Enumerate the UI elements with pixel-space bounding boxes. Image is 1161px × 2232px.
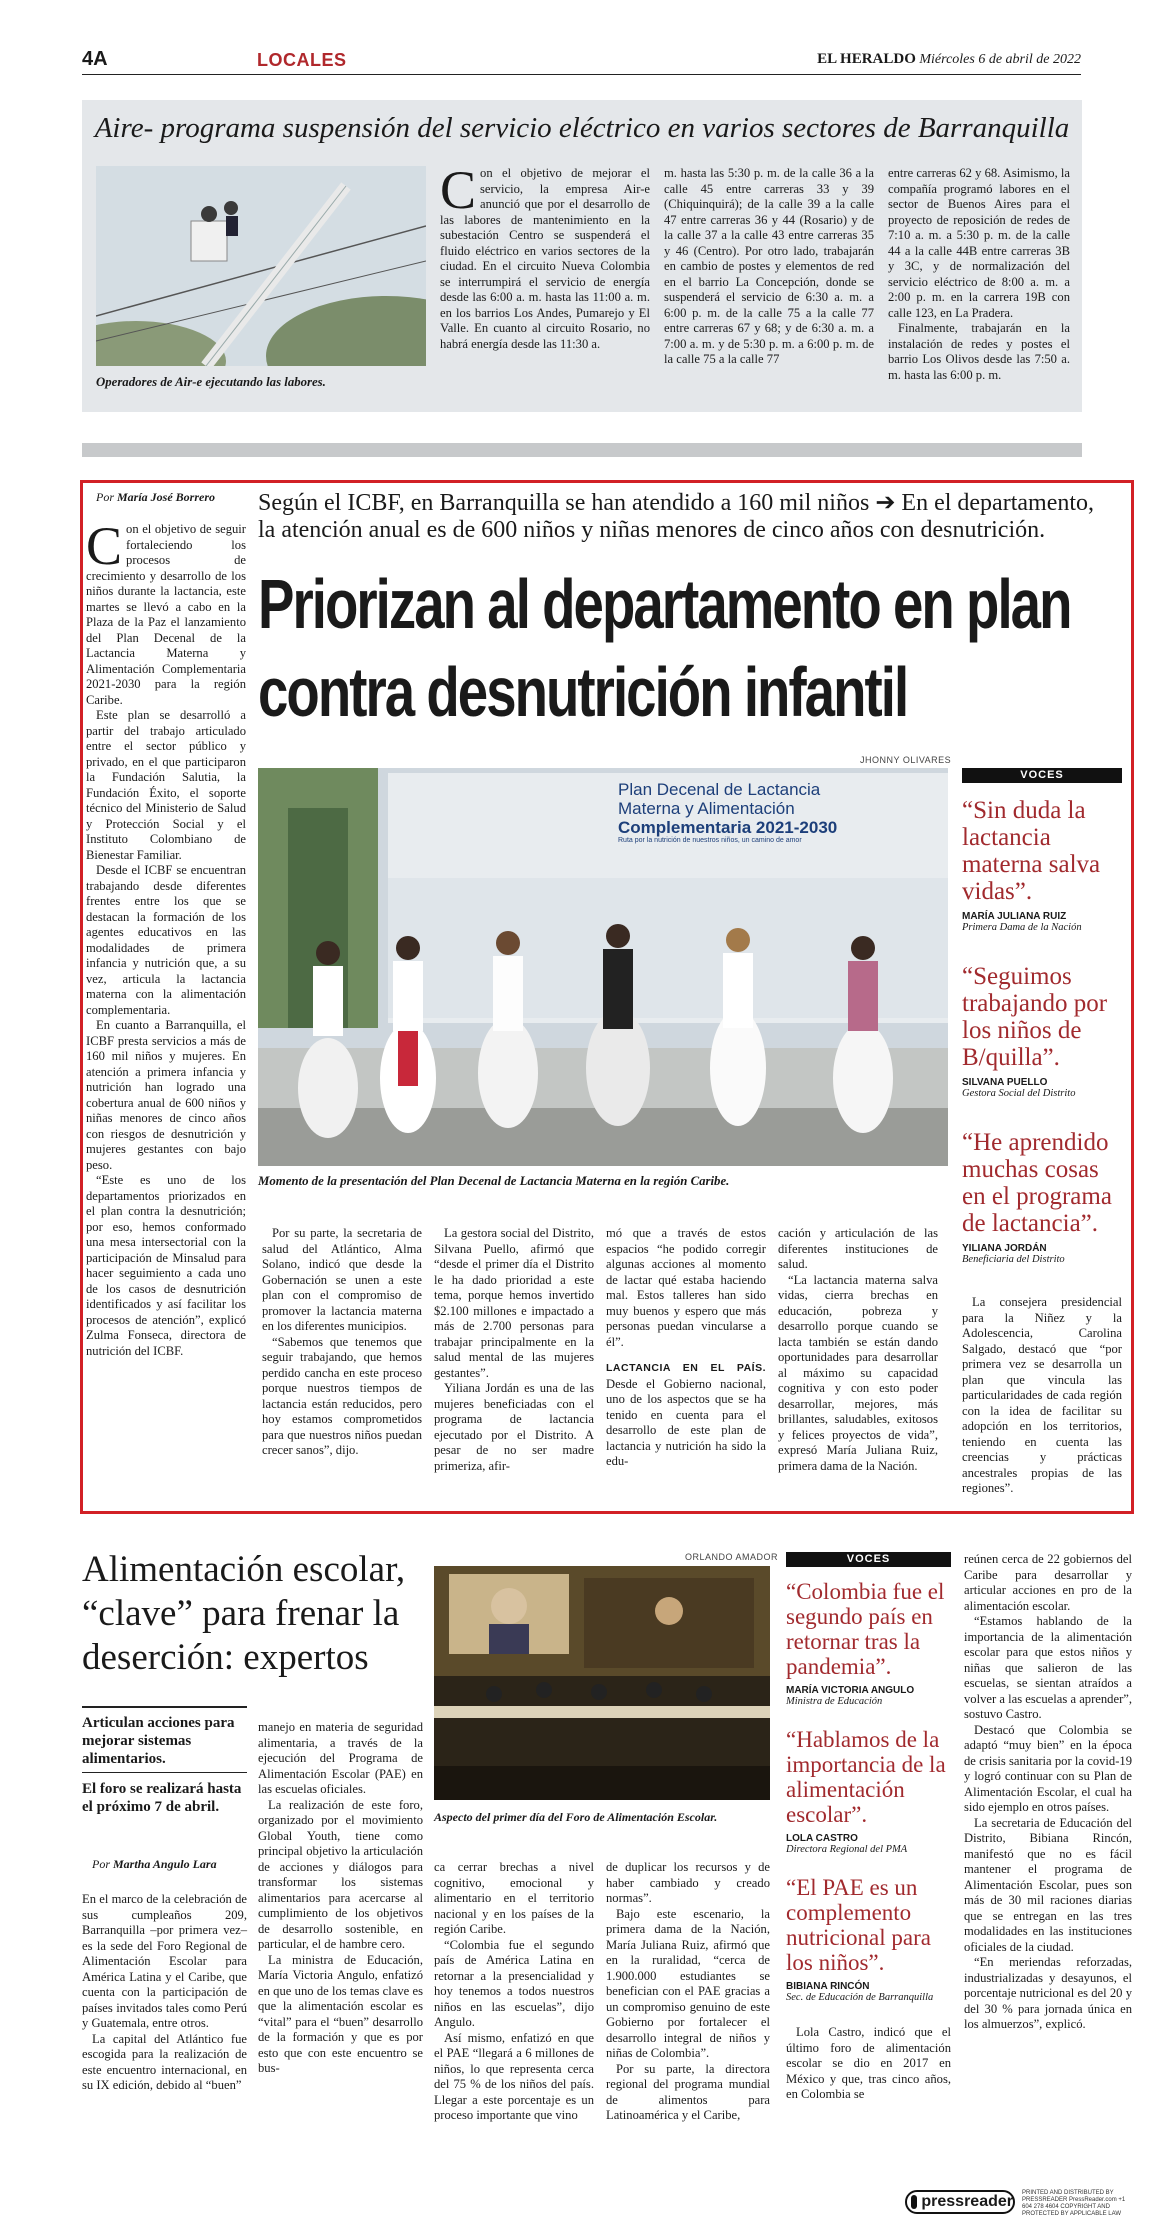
main-text: Desde el Gobierno nacional, uno de los aspectos que se ha tenido en cuenta para el desarrollo de este plan de lactancia y nutrición ha sido la edu-: [606, 1376, 766, 1468]
bottom-col1: [82, 1892, 247, 2094]
bottom-caption: Aspecto del primer día del Foro de Alimentación Escolar.: [434, 1810, 718, 1824]
bottom-text: Así mismo, enfatizó en que el PAE “llegará a 6 millones de niños, lo que representa cerca del 75 % de los niños del país. Llegar a este porcentaje es un proceso importante que vino: [434, 2030, 594, 2122]
separator-band: [82, 443, 1082, 457]
top-story-text: entre carreras 62 y 68. Asimismo, la compañía programó labores en el sector de Buenos Aires para el proyecto de reposición de redes de 7:10 a. m. a 5:30 p. m. de la calle 44 a la calle 44B entre carreras 3B y 3C, y de normalización del servicio eléctrico de 8:00 a. m. a 2:00 p. m. en la carrera 19B con calle 123, en La Pradera.: [888, 166, 1070, 320]
kicker-rule: [82, 1706, 247, 1708]
bottom-text: reúnen cerca de 22 gobiernos del Caribe para desarrollar y articular acciones en pro de la alimentación escolar.: [964, 1552, 1132, 1613]
top-story-col1: [440, 160, 650, 352]
quote-name: MARÍA VICTORIA ANGULO: [786, 1685, 915, 1696]
pull-quote: “Seguimos trabajando por los niños de B/quilla”.: [962, 963, 1108, 1071]
main-byline: [96, 490, 246, 505]
main-col-b4: [778, 1226, 938, 1474]
quote-role: Beneficiaria del Distrito: [962, 1254, 1065, 1265]
main-text: Yiliana Jordán es una de las mujeres beneficiadas con el programa de lactancia ejecutado por el Distrito. A pesar de no ser madre primeriza, afir-: [434, 1381, 594, 1473]
quote-role: Gestora Social del Distrito: [962, 1088, 1076, 1099]
main-col-b1: [262, 1226, 422, 1459]
bottom-col2: [258, 1720, 423, 2077]
main-text: Por su parte, la secretaria de salud del Atlántico, Alma Solano, indicó que desde la Gobernación se unen a este plan con el compromiso de promover la lactancia materna en los diferentes municipios.: [262, 1226, 422, 1333]
main-col-b3: [606, 1226, 766, 1470]
main-photo: [258, 768, 948, 1166]
bottom-col5: [786, 2025, 951, 2103]
bottom-headline: Alimentación escolar, “clave” para frenar la deserción: expertos: [82, 1549, 406, 1678]
main-text: cación y articulación de las diferentes instituciones de salud.: [778, 1226, 938, 1271]
main-caption: Momento de la presentación del Plan Decenal de Lactancia Materna en la región Caribe.: [258, 1174, 730, 1188]
bottom-kicker2: El foro se realizará hasta el próximo 7 de abril.: [82, 1781, 242, 1815]
quote-block: [962, 797, 1122, 933]
paper-name: EL HERALDO: [817, 51, 916, 67]
quote-name: YILIANA JORDÁN: [962, 1243, 1047, 1254]
main-voces-sidebar: [962, 768, 1122, 1497]
top-story-photo: [96, 166, 426, 366]
top-story-text: on el objetivo de mejorar el servicio, la empresa Air-e anunció que por el desarrollo de las labores de mantenimiento en la subestación Centro se suspenderá el fluido eléctrico en varios sectores de la ciudad. En el circuito Nueva Colombia se interrumpirá el servicio de energía desde las 6:00 a. m. hasta las 11:00 a. m. en los barrios Los Andes, Pumarejo y El Valle. En cuanto al circuito Rosario, no habrá energía desde las 11:30 a.: [440, 166, 650, 351]
bottom-text: Lola Castro, indicó que el último foro de alimentación escolar se dio en 2017 en México y que, tras cinco años, en Colombia se: [786, 2025, 951, 2101]
byline-name: María José Borrero: [117, 490, 216, 504]
main-deck: [258, 490, 1098, 544]
pull-quote: “He aprendido muchas cosas en el programa de lactancia”.: [962, 1129, 1112, 1237]
bottom-text: Por su parte, la directora regional del programa mundial de alimentos para Latinoamérica y el Caribe,: [606, 2061, 770, 2122]
bottom-text: “Estamos hablando de la importancia de la alimentación escolar para que estos niños y niñas que salieron de las escuelas, se sientan atraídos a volver a las escuelas a aprender”, sostuvo Castro.: [964, 1614, 1132, 1721]
main-text: Este plan se desarrolló a partir del trabajo articulado entre el sector público y privado, en el que participaron la Fundación Salutia, la Fundación Éxito, el soporte técnico del Ministerio de Salud y Protección Social y el Instituto Colombiano de Bienestar Familiar.: [86, 708, 246, 862]
top-story-title: Aire- programa suspensión del servicio eléctrico en varios sectores de Barranquilla: [94, 112, 1070, 144]
bottom-text: En el marco de la celebración de sus cumpleaños 209, Barranquilla –por primera vez– es la sede del Foro Regional de Alimentación Escolar para América Latina y el Caribe, que cuenta con la participación de países invitados tales como Perú y Guatemala, entre otros.: [82, 1892, 247, 2030]
bottom-voces-sidebar: [786, 1552, 951, 2103]
quote-name: MARÍA JULIANA RUIZ: [962, 911, 1067, 922]
bottom-col4: [606, 1860, 770, 2124]
bottom-text: La realización de este foro, organizado por el movimiento Global Youth, tiene como principal objetivo la articulación de acciones y diálogos para transformar los sistemas alimentarios para acercarse al cumplimiento de los objetivos de desarrollo sostenible, en particular, el de hambre cero.: [258, 1797, 423, 1951]
quote-block: [786, 1579, 951, 1707]
quote-block: [786, 1875, 951, 2003]
bottom-photo: [434, 1566, 770, 1800]
subhead: LACTANCIA EN EL PAÍS.: [606, 1362, 766, 1374]
arrow-icon: ➔: [875, 490, 896, 516]
bottom-text: La secretaria de Educación del Distrito, Bibiana Rincón, manifestó que no es fácil mantener el programa de Alimentación Escolar, pues son más de 30 mil raciones diarias que se entregan en las tres modalidades en las instituciones oficiales de la ciudad.: [964, 1815, 1132, 1954]
dropcap: C: [440, 160, 477, 220]
quote-role: Directora Regional del PMA: [786, 1844, 908, 1855]
bottom-text: manejo en materia de seguridad alimentaria, a través de la ejecución del Programa de Alimentación Escolar (PAE) en las escuelas oficiales.: [258, 1720, 423, 1796]
bottom-text: “En meriendas reforzadas, industrializadas y desayunos, el porcentaje nutricional es del 20 y del 30 % para jornada única en los almuerzos”, explicó.: [964, 1955, 1132, 2031]
top-story-text: Finalmente, trabajarán en la instalación de redes y postes el barrio Los Olivos desde las 7:50 a. m. hasta las 6:00 p. m.: [888, 321, 1070, 382]
bottom-text: Bajo este escenario, la primera dama de la Nación, María Juliana Ruiz, afirmó que en la ruralidad, “cerca de 1.900.000 estudiantes se benefician con el PAE gracias a un compromiso genuino de este Gobierno por fortalecer el desarrollo integral de niños y niñas de Colombia”.: [606, 1906, 770, 2060]
banner-line3: Complementaria 2021-2030: [618, 818, 838, 837]
voces-header: VOCES: [786, 1552, 951, 1567]
footer-fine-print: PRINTED AND DISTRIBUTED BY PRESSREADER PressReader.com +1 604 278 4604 COPYRIGHT AND PROTECTED BY APPLICABLE LAW: [1022, 2190, 1126, 2217]
main-text: En cuanto a Barranquilla, el ICBF presta servicios a más de 160 mil niños y mujeres. En atención a primera infancia y nutrición han logrado una cobertura anual de 600 niños y niñas menores de cinco años con riesgos de desnutrición y mujeres gestantes con bajo peso.: [86, 1018, 246, 1172]
top-story-box: [82, 100, 1082, 412]
quote-block: [786, 1727, 951, 1855]
masthead-right: [817, 51, 1081, 68]
top-story-caption: Operadores de Air-e ejecutando las labores.: [96, 375, 326, 389]
bottom-text: “Colombia fue el segundo país de América Latina en retornar a la presencialidad y hoy tenemos a todos nuestros niños en las escuelas”, dijo Angulo.: [434, 1937, 594, 2029]
bottom-byline: [92, 1857, 252, 1872]
main-text: “Este es uno de los departamentos priorizados en el plan contra la desnutrición; por eso, hemos conformado una mesa intersectorial con la participación de Minsalud para hacer seguimiento a cada uno de los casos de desnutrición identificados y así facilitar los procesos de atención”, explicó Zulma Fonseca, directora de nutrición del ICBF.: [86, 1173, 246, 1358]
quote-block: [962, 1129, 1122, 1265]
top-story-col3: [888, 166, 1070, 383]
pull-quote: “Colombia fue el segundo país en retornar tras la pandemia”.: [786, 1579, 945, 1679]
page-number: 4A: [82, 48, 108, 70]
banner-small: Ruta por la nutrición de nuestros niños, un camino de amor: [618, 837, 802, 844]
pressreader-icon: [911, 2195, 917, 2209]
deck-part2: En el departamento, la atención anual es de 600 niños y niñas menores de cinco años con desnutrición.: [258, 490, 1095, 543]
quote-name: BIBIANA RINCÓN: [786, 1981, 870, 1992]
pull-quote: “El PAE es un complemento nutricional para los niños”.: [786, 1875, 931, 1975]
bottom-col3: [434, 1860, 594, 2124]
pull-quote: “Hablamos de la importancia de la alimentación escolar”.: [786, 1727, 946, 1827]
bottom-text: Destacó que Colombia se adaptó “muy bien” en la época de crisis sanitaria por la covid-19 y logró continuar con su Plan de Alimentación Escolar, el cual ha sido ejemplo en otros países.: [964, 1722, 1132, 1814]
pressreader-logo[interactable]: [905, 2190, 1015, 2214]
issue-date: Miércoles 6 de abril de 2022: [919, 52, 1081, 67]
top-story-text: m. hasta las 5:30 p. m. de la calle 36 a la calle 45 entre carreras 33 y 39 (Chiquinquirá); de la calle 39 a la calle 47 entre carreras 36 y 44 (Rosario) y de la calle 37 a la calle 43 entre carreras 35 y 46 (Centro). Por otro lado, trabajarán en cambio de postes y elementos de red en el barrio La Concepción, donde se suspenderá el servicio de 6:30 a. m. a 6:00 p. m. de la calle 75 a la calle 77 entre carreras 67 y 68; y de 6:30 a. m. a 7:00 a. m. y de 5:30 p. m. a 6:00 p. m. de la calle 75 a la calle 77: [664, 166, 874, 366]
main-text: “La lactancia materna salva vidas, cierra brechas en educación, pobreza y desarrollo porque cuando se lacta también se están dando oportunidades para desarrollar al máximo su capacidad cognitiva y con esto poder desarrollar, mejores, más brillantes, saludables, exitosos y felices proyectos de vida”, expresó María Juliana Ruiz, primera dama de la Nación.: [778, 1272, 938, 1473]
main-photo-credit: JHONNY OLIVARES: [860, 755, 952, 765]
bottom-photo-credit: ORLANDO AMADOR: [685, 1552, 779, 1562]
quote-block: [962, 963, 1122, 1099]
bottom-text: de duplicar los recursos y de haber cambiado y creado normas”.: [606, 1860, 770, 1905]
bottom-col6: [964, 1552, 1132, 2033]
kicker-rule: [82, 1772, 247, 1773]
main-text: mó que a través de estos espacios “he podido corregir algunas acciones al momento de lactar qué estaba haciendo mal. Estos talleres han sido muy buenos y espero que más personas puedan vincularse a él”.: [606, 1226, 766, 1349]
photo-banner: [618, 780, 918, 844]
dropcap: C: [86, 516, 123, 576]
pull-quote: “Sin duda la lactancia materna salva vidas”.: [962, 797, 1101, 905]
banner-line1: Plan Decenal de Lactancia: [618, 780, 821, 799]
main-text: on el objetivo de seguir fortaleciendo los procesos de crecimiento y desarrollo de los niños durante la lactancia, este martes se llevó a cabo en la Plaza de la Paz el lanzamiento del Plan Decenal de la Lactancia Materna y Alimentación Complementaria 2021-2030 para la región Caribe.: [86, 522, 246, 707]
quote-role: Primera Dama de la Nación: [962, 922, 1082, 933]
quote-name: SILVANA PUELLO: [962, 1077, 1048, 1088]
main-text: Desde el ICBF se encuentran trabajando desde diferentes frentes entre los que se destacan la formación de los agentes educativos en las modalidades de primera infancia y nutrición que, a su vez, articula la lactancia materna con la alimentación complementaria.: [86, 863, 246, 1017]
main-text: La gestora social del Distrito, Silvana Puello, afirmó que “desde el primer día el Distrito le ha dado prioridad a este tema, porque hemos invertido $2.100 millones e impactado a más de 2.700 personas para trabajar principalmente en la salud mental de las mujeres gestantes”.: [434, 1226, 594, 1380]
byline-prefix: Por: [96, 490, 114, 504]
main-left-column: [86, 516, 246, 1359]
bottom-text: ca cerrar brechas a nivel cognitivo, emocional y alimentario en el territorio nacional y en los países de la región Caribe.: [434, 1860, 594, 1936]
bottom-text: La capital del Atlántico fue escogida para la realización de este encuentro internacional, en su IX edición, debido al “buen”: [82, 2031, 247, 2092]
masthead-rule: [82, 74, 1081, 75]
top-story-col2: [664, 166, 874, 368]
pressreader-label: pressreader: [921, 2193, 1013, 2210]
voces-header: VOCES: [962, 768, 1122, 783]
byline-name: Martha Angulo Lara: [113, 1857, 217, 1871]
masthead: [82, 48, 1081, 74]
quote-role: Sec. de Educación de Barranquilla: [786, 1992, 934, 2003]
bottom-kicker1: Articulan acciones para mejorar sistemas alimentarios.: [82, 1715, 235, 1767]
main-col-b5: [962, 1295, 1122, 1497]
main-headline: Priorizan al departamento en plan contra desnutrición infantil: [258, 565, 1071, 731]
main-text: “Sabemos que tenemos que seguir trabajando, que hemos perdido cancha en este proceso porque nuestros tiempos de lactancia están reducidos, pero hoy estamos comprometidos para que nuestros niños puedan crecer sanos”, dijo.: [262, 1334, 422, 1457]
bottom-text: La ministra de Educación, María Victoria Angulo, enfatizó en que uno de los temas clave es que la alimentación escolar es “vital” para el “buen” desarrollo de la formación y que es por esto que con este encuentro se bus-: [258, 1952, 423, 2075]
quote-role: Ministra de Educación: [786, 1696, 883, 1707]
deck-part1: Según el ICBF, en Barranquilla se han atendido a 160 mil niños: [258, 490, 870, 516]
quote-name: LOLA CASTRO: [786, 1833, 858, 1844]
byline-prefix: Por: [92, 1857, 110, 1871]
section-name: LOCALES: [257, 50, 347, 70]
main-col-b2: [434, 1226, 594, 1474]
banner-line2: Materna y Alimentación: [618, 799, 795, 818]
main-text: La consejera presidencial para la Niñez y la Adolescencia, Carolina Salgado, destacó que “por primera vez se desarrolla un plan que vincula las particularidades de cada región con la idea de facilitar su adopción en los territorios, teniendo en cuenta las creencias y prácticas ancestrales propias de las regiones”.: [962, 1295, 1122, 1495]
